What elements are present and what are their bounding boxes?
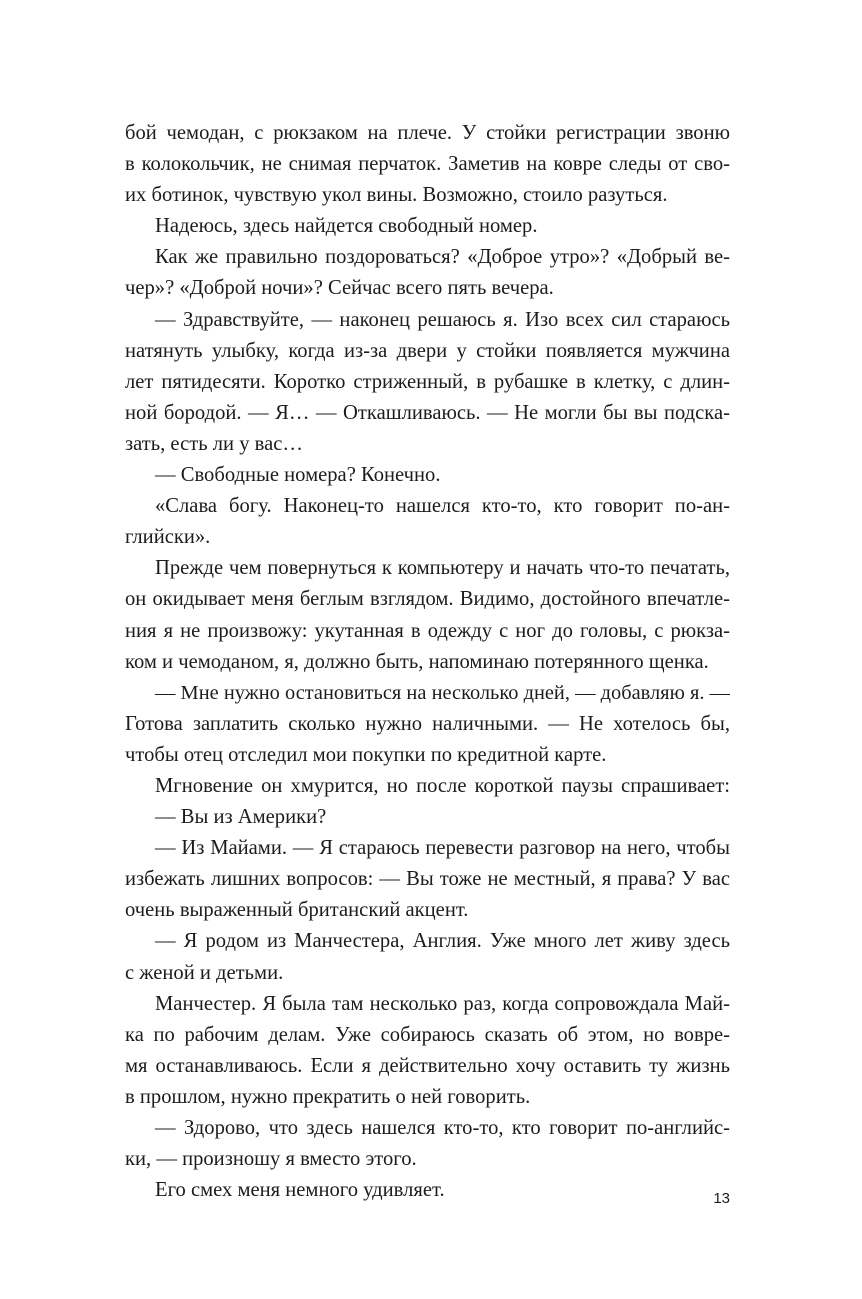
text-line: — Из Майами. — Я стараюсь перевести разговор на него, чтобы	[155, 837, 730, 860]
text-line: — Вы из Америки?	[155, 806, 327, 829]
text-line: их ботинок, чувствую укол вины. Возможно, стоило разуться.	[125, 184, 668, 207]
text-line: — Мне нужно остановиться на несколько дней, — добавляю я. —	[155, 681, 730, 704]
text-line: Готова заплатить сколько нужно наличными. — Не хотелось бы,	[125, 712, 730, 735]
text-line: он окидывает меня беглым взглядом. Видимо, достойного впечатле-	[125, 588, 730, 611]
text-line: Манчестер. Я была там несколько раз, когда сопровождала Май-	[155, 992, 730, 1015]
text-line: избежать лишних вопросов: — Вы тоже не местный, я права? У вас	[125, 868, 730, 891]
text-line: ком и чемоданом, я, должно быть, напоминаю потерянного щенка.	[125, 650, 709, 673]
text-line: — Здорово, что здесь нашелся кто-то, кто говорит по-английс-	[155, 1117, 730, 1139]
text-line: ка по рабочим делам. Уже собираюсь сказать об этом, но вовре-	[125, 1023, 730, 1046]
text-line: — Свободные номера? Конечно.	[155, 464, 441, 487]
text-line: Надеюсь, здесь найдется свободный номер.	[155, 215, 538, 238]
text-line: Прежде чем повернуться к компьютеру и начать что-то печатать,	[155, 557, 730, 580]
text-line: ки, — произношу я вместо этого.	[125, 1148, 417, 1171]
text-line: глийски».	[125, 526, 211, 549]
text-line: натянуть улыбку, когда из-за двери у стойки появляется мужчина	[125, 339, 730, 362]
text-line: чер»? «Доброй ночи»? Сейчас всего пять вечера.	[125, 277, 554, 300]
text-line: Как же правильно поздороваться? «Доброе утро»? «Добрый ве-	[155, 246, 730, 269]
body-text	[125, 118, 730, 1206]
text-line: Его смех меня немного удивляет.	[155, 1179, 445, 1202]
text-line: очень выраженный британский акцент.	[125, 899, 469, 922]
text-line: «Слава богу. Наконец-то нашелся кто-то, кто говорит по-ан-	[155, 495, 730, 518]
text-line: Мгновение он хмурится, но после короткой паузы спрашивает:	[155, 774, 730, 797]
text-line: ния я не произвожу: укутанная в одежду с ног до головы, с рюкза-	[125, 619, 730, 642]
text-line: в колокольчик, не снимая перчаток. Заметив на ковре следы от сво-	[125, 153, 730, 176]
text-line: мя останавливаюсь. Если я действительно хочу оставить ту жизнь	[125, 1054, 730, 1077]
text-line: лет пятидесяти. Коротко стриженный, в рубашке в клетку, с длин-	[125, 370, 730, 393]
page-number: 13	[713, 1190, 730, 1207]
text-line: чтобы отец отследил мои покупки по кредитной карте.	[125, 743, 607, 766]
text-line: зать, есть ли у вас…	[125, 432, 303, 455]
text-line: — Здравствуйте, — наконец решаюсь я. Изо всех сил стараюсь	[155, 308, 730, 331]
text-line: с женой и детьми.	[125, 961, 284, 984]
text-line: в прошлом, нужно прекратить о ней говорить.	[125, 1085, 531, 1108]
text-line: ной бородой. — Я… — Откашливаюсь. — Не могли бы вы подска-	[125, 401, 730, 424]
text-line: бой чемодан, с рюкзаком на плече. У стойки регистрации звоню	[125, 122, 730, 144]
text-line: — Я родом из Манчестера, Англия. Уже много лет живу здесь	[155, 930, 730, 953]
